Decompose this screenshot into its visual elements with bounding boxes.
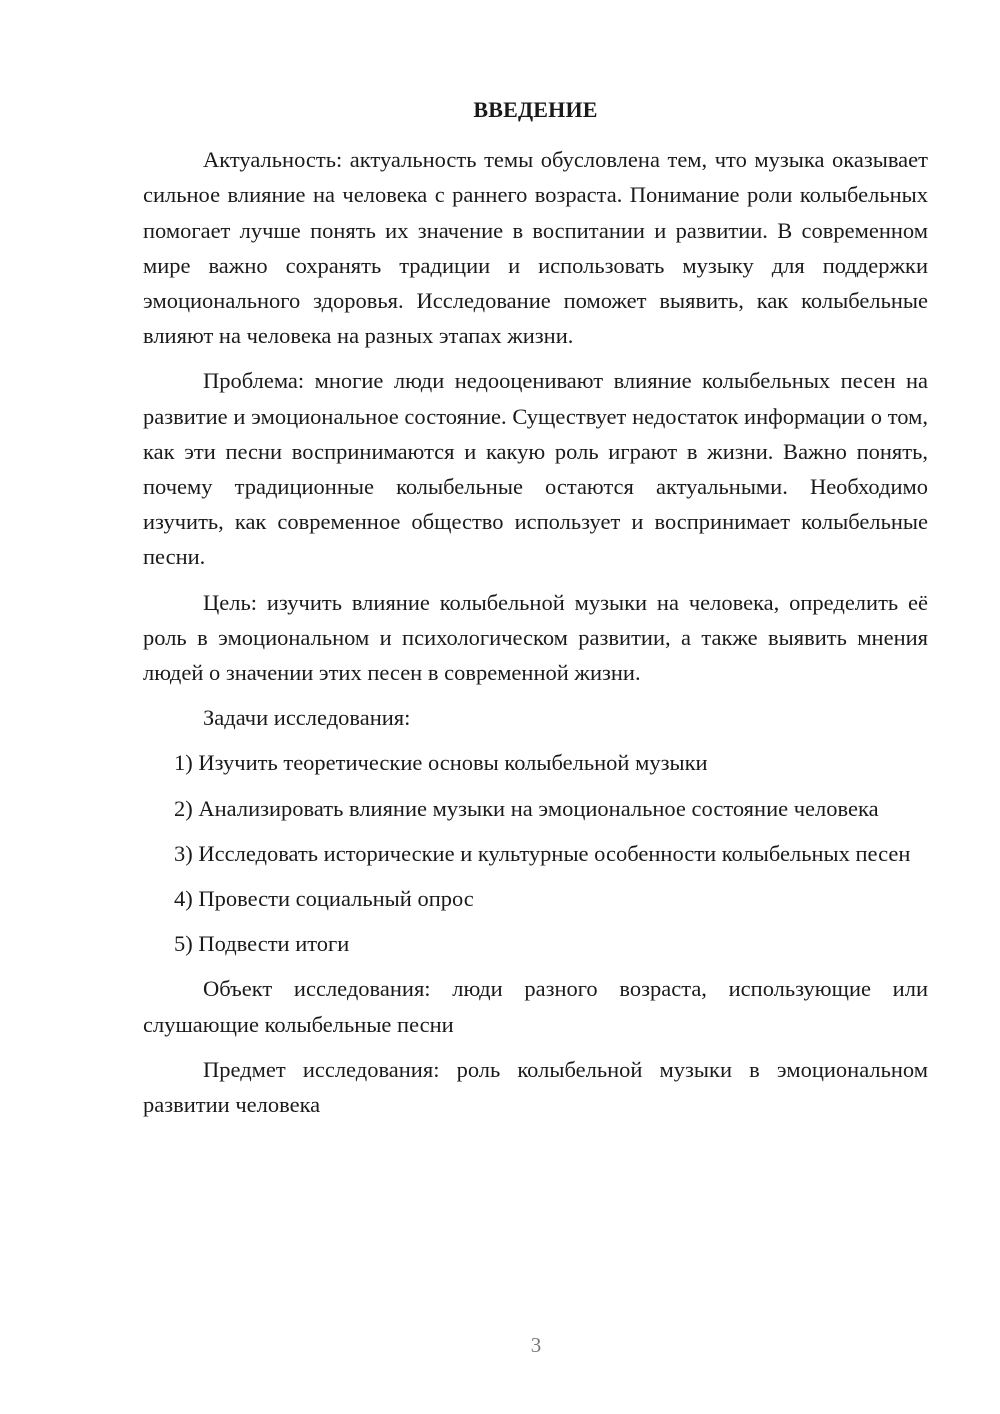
page-content (143, 92, 928, 1132)
page-number: 3 (530, 1333, 542, 1357)
task-item-3: 3) Исследовать исторические и культурные особенности колыбельных песен (174, 840, 911, 866)
page-title: ВВЕДЕНИЕ (473, 97, 598, 122)
research-subject-paragraph: Предмет исследования: роль колыбельной музыки в эмоциональном развитии человека (143, 1056, 928, 1118)
task-item-1: 1) Изучить теоретические основы колыбельной музыки (174, 750, 708, 776)
research-object-paragraph: Объект исследования: люди разного возраста, использующие или слушающие колыбельные песни (143, 976, 928, 1037)
problem-paragraph: Проблема: многие люди недооценивают влияние колыбельных песен на развитие и эмоциональное состояние. Существует недостаток информации о том, как эти песни воспринимаются и какую роль играют в жизни. Важно понять, почему традиционные колыбельные остаются актуальными. Необходимо изучить, как современное общество использует и воспринимает колыбельные песни. (143, 368, 928, 570)
task-item-4: 4) Провести социальный опрос (174, 886, 474, 912)
relevance-paragraph: Актуальность: актуальность темы обусловлена тем, что музыка оказывает сильное влияние на человека с раннего возраста. Понимание роли колыбельных помогает лучше понять их значение в воспитании и развитии. В современном мире важно сохранять традиции и использовать музыку для поддержки эмоционального здоровья. Исследование поможет выявить, как колыбельные влияют на человека на разных этапах жизни. (143, 147, 928, 349)
goal-paragraph: Цель: изучить влияние колыбельной музыки на человека, определить её роль в эмоциональном и психологическом развитии, а также выявить мнения людей о значении этих песен в современной жизни. (143, 589, 928, 686)
task-item-5: 5) Подвести итоги (174, 931, 350, 957)
task-item-2: 2) Анализировать влияние музыки на эмоциональное состояние человека (174, 795, 879, 821)
tasks-heading: Задачи исследования: (203, 705, 411, 731)
